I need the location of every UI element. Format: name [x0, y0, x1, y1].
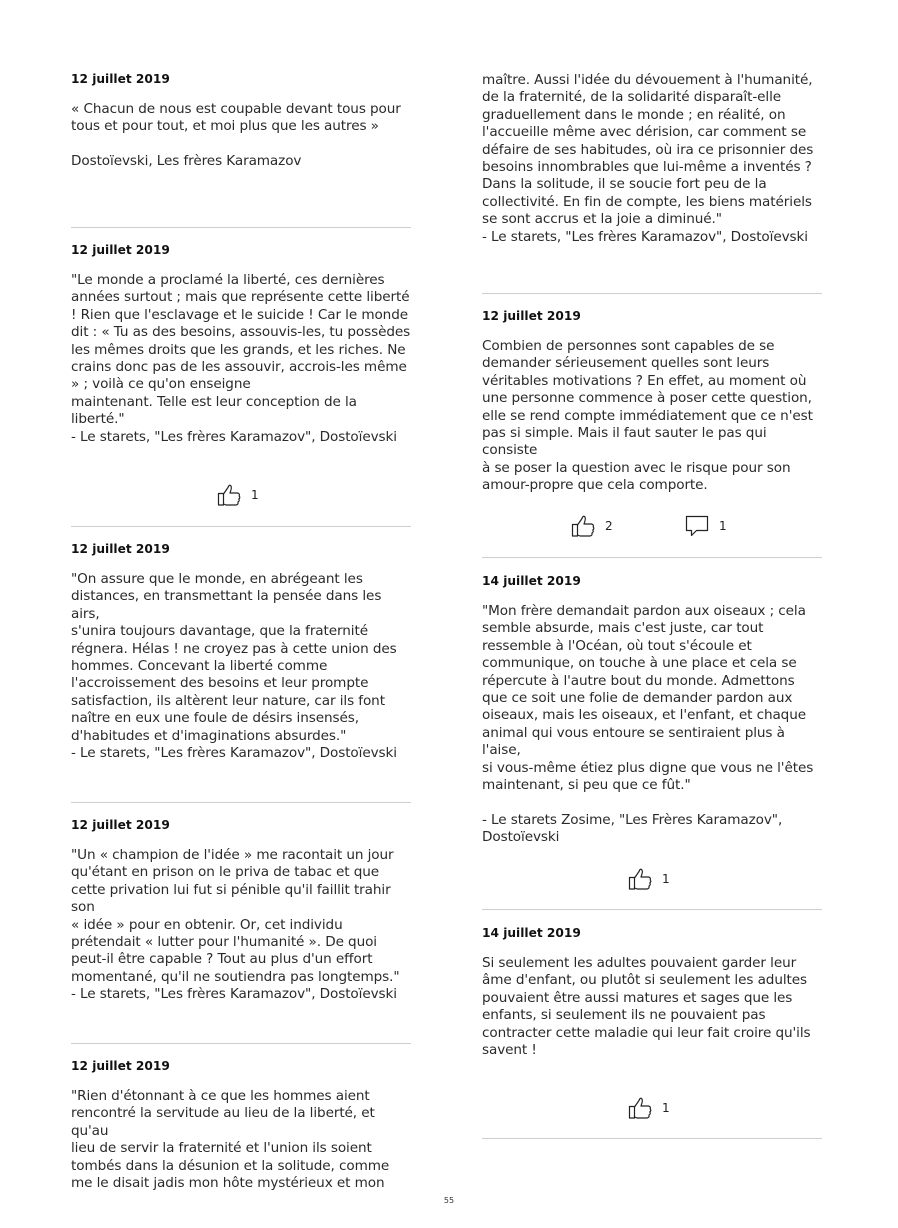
- post-divider: [482, 1138, 822, 1139]
- thumbs-up-icon: [216, 483, 242, 507]
- post-divider: [482, 557, 822, 558]
- like-button[interactable]: [570, 514, 613, 538]
- post-quote: [71, 71, 411, 171]
- post-text: "Rien d'étonnant à ce que les hommes aient rencontré la servitude au lieu de la liberté, et qu'au lieu de servir la fraternité et l'union ils soient tombés dans la désunion et la solitude, comme me le disait jadis mon hôte mystérieux et mon: [71, 1088, 390, 1192]
- post-reactions: [71, 483, 411, 507]
- post-quote: [71, 242, 411, 446]
- post-text: "On assure que le monde, en abrégeant les distances, en transmettant la pensée dans les airs, s'unira toujours davantage, que la fraternité régnera. Hélas ! ne croyez pas à cette union des hommes. Concevant la liberté comme l'accroissement des besoins et leur prompte satisfaction, ils altèrent leur nature, car ils font naître en eux une foule de désirs insensés, d'habitudes et d'imaginations absurdes." - Le starets, "Les frères Karamazov", Dostoïevski: [71, 571, 397, 762]
- post-date: 12 juillet 2019: [482, 309, 581, 323]
- post-divider: [71, 1043, 411, 1044]
- comment-count: 1: [719, 519, 727, 533]
- post-date: 12 juillet 2019: [71, 72, 170, 86]
- thumbs-up-icon: [627, 1096, 653, 1120]
- post-date: 12 juillet 2019: [71, 243, 170, 257]
- post-date: 12 juillet 2019: [71, 818, 170, 832]
- like-count: 1: [662, 872, 670, 886]
- like-button[interactable]: [216, 483, 259, 507]
- post-divider: [71, 227, 411, 228]
- right-column: [482, 0, 822, 1228]
- post-quote: [482, 308, 822, 495]
- post-text: "Mon frère demandait pardon aux oiseaux ; cela semble absurde, mais c'est juste, car tout ressemble à l'Océan, où tout s'écoule et communique, on touche à une place et cela se répercute à l'autre bout du monde. Admettons que ce soit une folie de demander pardon aux oiseaux, mais les oiseaux, et l'enfant, et chaque animal qui vous entoure se sentiraient plus à l'aise, si vous-même étiez plus digne que vous ne l'êtes maintenant, si peu que ce fût." - Le starets Zosime, "Les Frères Karamazov", Dostoïevski: [482, 603, 814, 846]
- comment-button[interactable]: [684, 514, 727, 538]
- post-text: « Chacun de nous est coupable devant tous pour tous et pour tout, et moi plus que les autres » Dostoïevski, Les frères Karamazov: [71, 101, 401, 170]
- thumbs-up-icon: [627, 867, 653, 891]
- post-quote: [482, 925, 822, 1059]
- like-count: 2: [605, 519, 613, 533]
- comment-bubble-icon: [684, 514, 710, 538]
- like-count: 1: [251, 488, 259, 502]
- like-button[interactable]: [627, 1096, 670, 1120]
- post-text: "Le monde a proclamé la liberté, ces dernières années surtout ; mais que représente cette liberté ! Rien que l'esclavage et le suicide ! Car le monde dit : « Tu as des besoins, assouvis-les, tu possèdes les mêmes droits que les grands, et les riches. Ne crains donc pas de les assouvir, accrois-les même » ; voilà ce qu'on enseigne maintenant. Telle est leur conception de la liberté." - Le starets, "Les frères Karamazov", Dostoïevski: [71, 272, 411, 445]
- post-divider: [482, 909, 822, 910]
- post-quote: [71, 541, 411, 762]
- like-button[interactable]: [627, 867, 670, 891]
- post-divider: [482, 293, 822, 294]
- post-quote: [71, 1058, 411, 1192]
- post-date: 14 juillet 2019: [482, 926, 581, 940]
- left-column: [71, 0, 411, 1228]
- post-quote: [71, 817, 411, 1004]
- post-divider: [71, 526, 411, 527]
- like-count: 1: [662, 1101, 670, 1115]
- post-date: 14 juillet 2019: [482, 574, 581, 588]
- post-text: maître. Aussi l'idée du dévouement à l'humanité, de la fraternité, de la solidarité disparaît-elle graduellement dans le monde ; en réalité, on l'accueille même avec dérision, car comment se défaire de ses habitudes, où ira ce prisonnier des besoins innombrables que lui-même a inventés ? Dans la solitude, il se soucie fort peu de la collectivité. En fin de compte, les biens matériels se sont accrus et la joie a diminué." - Le starets, "Les frères Karamazov", Dostoïevski: [482, 72, 814, 245]
- post-text: Si seulement les adultes pouvaient garder leur âme d'enfant, ou plutôt si seulement les adultes pouvaient être aussi matures et sages que les enfants, si seulement ils ne pouvaient pas contracter cette maladie qui leur fait croire qu'ils savent !: [482, 955, 811, 1059]
- post-divider: [71, 802, 411, 803]
- post-date: 12 juillet 2019: [71, 542, 170, 556]
- thumbs-up-icon: [570, 514, 596, 538]
- page-number: 55: [443, 1196, 455, 1205]
- post-text: Combien de personnes sont capables de se demander sérieusement quelles sont leurs véritables motivations ? En effet, au moment où une personne commence à poser cette question, elle se rend compte immédiatement que ce n'est pas si simple. Mais il faut sauter le pas qui consiste à se poser la question avec le risque pour son amour-propre que cela comporte.: [482, 338, 813, 494]
- post-reactions: [482, 867, 822, 891]
- post-text: "Un « champion de l'idée » me racontait un jour qu'étant en prison on le priva de tabac et que cette privation lui fut si pénible qu'il faillit trahir son « idée » pour en obtenir. Or, cet individu prétendait « lutter pour l'humanité ». De quoi peut-il être capable ? Tout au plus d'un effort momentané, qu'il ne soutiendra pas longtemps." - Le starets, "Les frères Karamazov", Dostoïevski: [71, 847, 400, 1003]
- post-reactions: [482, 1096, 822, 1120]
- post-quote: [482, 573, 822, 847]
- post-date: 12 juillet 2019: [71, 1059, 170, 1073]
- post-continuation: [482, 72, 822, 246]
- post-reactions: [482, 514, 822, 538]
